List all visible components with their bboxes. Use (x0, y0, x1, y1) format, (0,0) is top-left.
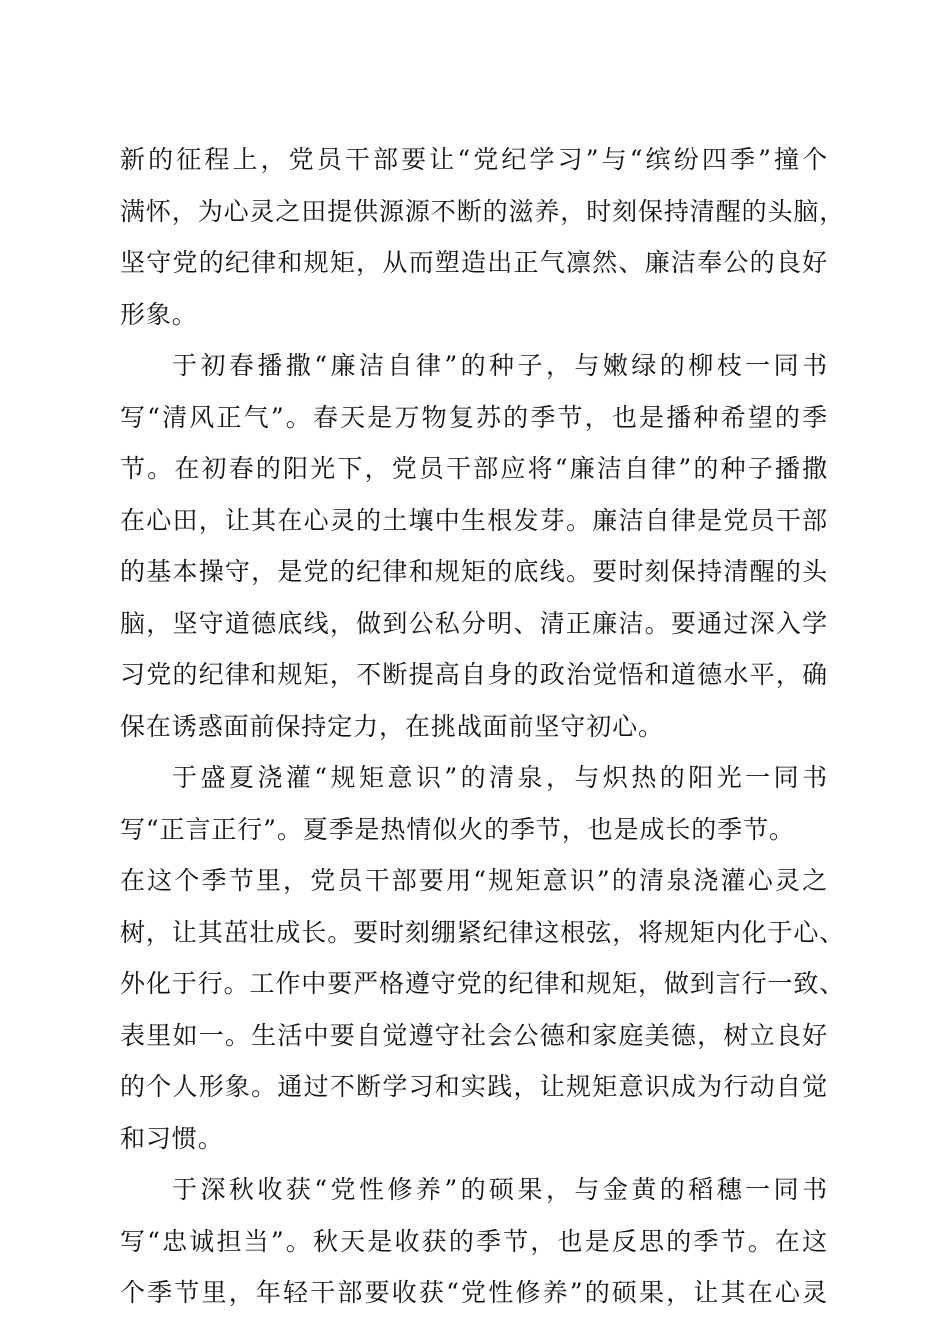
text-line: 脑，坚守道德底线，做到公私分明、清正廉洁。要通过深入学 (120, 608, 828, 638)
text-line: 写“清风正气”。春天是万物复苏的季节，也是播种希望的季 (120, 402, 828, 432)
text-line: 个季节里，年轻干部要收获“党性修养”的硕果，让其在心灵 (120, 1278, 828, 1307)
text-line: 习党的纪律和规矩，不断提高自身的政治觉悟和道德水平，确 (120, 660, 828, 689)
text-line: 于初春播撒“廉洁自律”的种子，与嫩绿的柳枝一同书 (172, 351, 828, 380)
paragraph-spring (120, 340, 828, 752)
document-body (120, 134, 846, 1319)
text-line: 和习惯。 (120, 1123, 224, 1153)
text-line: 在心田，让其在心灵的土壤中生根发芽。廉洁自律是党员干部 (120, 505, 828, 535)
text-line: 表里如一。生活中要自觉遵守社会公德和家庭美德，树立良好 (120, 1020, 828, 1050)
text-line: 保在诱惑面前保持定力，在挑战面前坚守初心。 (120, 711, 664, 741)
text-line: 新的征程上，党员干部要让“党纪学习”与“缤纷四季”撞个 (120, 145, 828, 174)
paragraph-intro (120, 134, 846, 340)
text-line: 写“忠诚担当”。秋天是收获的季节，也是反思的季节。在这 (120, 1226, 828, 1256)
text-line: 在这个季节里，党员干部要用“规矩意识”的清泉浇灌心灵之 (120, 866, 828, 895)
paragraph-autumn (120, 1164, 828, 1319)
text-line: 形象。 (120, 299, 198, 329)
text-line: 坚守党的纪律和规矩，从而塑造出正气凛然、廉洁奉公的良好 (120, 248, 828, 277)
text-line: 节。在初春的阳光下，党员干部应将“廉洁自律”的种子播撒 (120, 454, 828, 483)
text-line: 树，让其茁壮成长。要时刻绷紧纪律这根弦，将规矩内化于心、 (120, 917, 846, 947)
text-line: 于盛夏浇灌“规矩意识”的清泉，与炽热的阳光一同书 (172, 763, 828, 792)
text-line: 的个人形象。通过不断学习和实践，让规矩意识成为行动自觉 (120, 1072, 828, 1101)
paragraph-summer (120, 752, 846, 1164)
text-line: 于深秋收获“党性修养”的硕果，与金黄的稻穗一同书 (172, 1175, 828, 1204)
text-line: 的基本操守，是党的纪律和规矩的底线。要时刻保持清醒的头 (120, 557, 828, 586)
text-line: 写“正言正行”。夏季是热情似火的季节，也是成长的季节。 (120, 814, 795, 844)
text-line: 外化于行。工作中要严格遵守党的纪律和规矩，做到言行一致、 (120, 969, 846, 998)
text-line: 满怀，为心灵之田提供源源不断的滋养，时刻保持清醒的头脑， (120, 196, 846, 226)
